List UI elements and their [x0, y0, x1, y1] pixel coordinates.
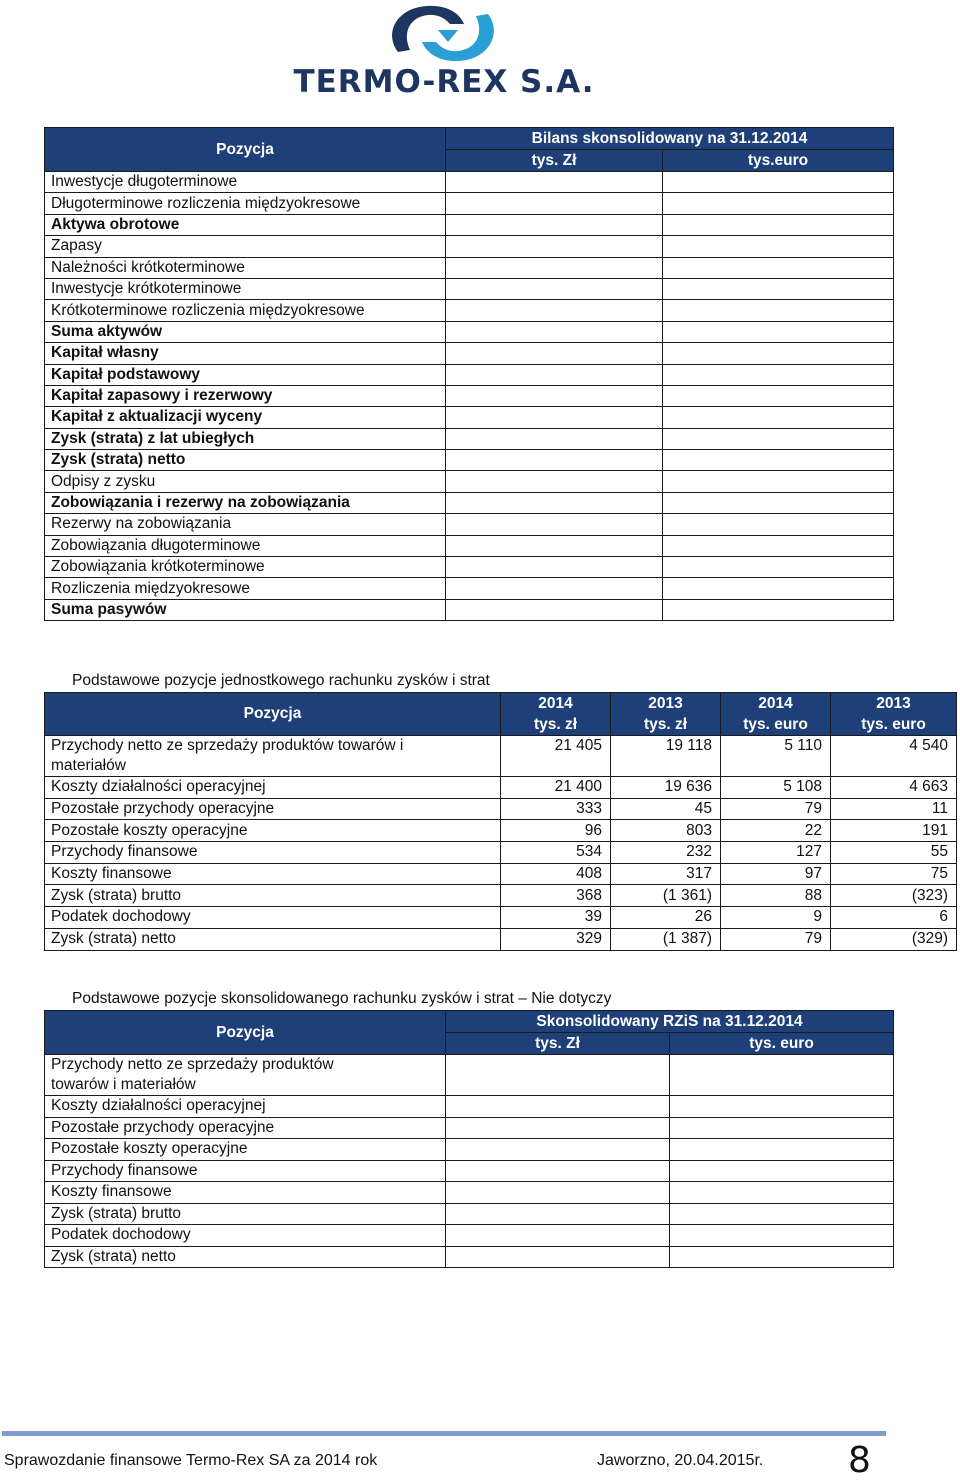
row-label: Koszty działalności operacyjnej — [45, 1096, 446, 1118]
row-label: Pozostałe koszty operacyjne — [45, 820, 501, 842]
value-cell: 22 — [721, 820, 831, 842]
row-label: Przychody netto ze sprzedaży produktów towarów i materiałów — [45, 736, 501, 777]
value-cell-eur — [670, 1203, 894, 1225]
balance-header-row-1 — [45, 128, 894, 150]
table-row — [45, 863, 957, 885]
table-row — [45, 599, 894, 620]
row-label: Kapitał własny — [45, 343, 446, 364]
row-label: Podatek dochodowy — [45, 907, 501, 929]
balance-unit-eur: tys.euro — [663, 150, 894, 172]
table-row — [45, 514, 894, 535]
value-cell-eur — [670, 1096, 894, 1118]
page-number: 8 — [848, 1440, 871, 1481]
row-label: Pozostałe przychody operacyjne — [45, 1117, 446, 1139]
value-cell-eur — [663, 514, 894, 535]
logo-text: TERMO-REX S.A. — [293, 64, 595, 100]
footer-report-title: Sprawozdanie finansowe Termo-Rex SA za 2014 rok — [4, 1452, 378, 1469]
balance-col-pozycja: Pozycja — [45, 128, 446, 172]
row-label: Zapasy — [45, 236, 446, 257]
row-label: Kapitał z aktualizacji wyceny — [45, 407, 446, 428]
consolidated-unit-pln: tys. Zł — [446, 1033, 670, 1055]
value-cell-pln — [446, 535, 663, 556]
value-cell-eur — [663, 300, 894, 321]
value-cell: (1 361) — [611, 885, 721, 907]
value-cell-pln — [446, 1225, 670, 1247]
value-cell: 368 — [501, 885, 611, 907]
value-cell-eur — [663, 321, 894, 342]
row-label: Należności krótkoterminowe — [45, 257, 446, 278]
row-label: Długoterminowe rozliczenia międzyokresowe — [45, 193, 446, 214]
value-cell-pln — [446, 492, 663, 513]
value-cell: 21 405 — [501, 736, 611, 777]
value-cell-pln — [446, 407, 663, 428]
table-row — [45, 385, 894, 406]
value-cell: 75 — [831, 863, 957, 885]
table-row — [45, 257, 894, 278]
value-cell: 232 — [611, 842, 721, 864]
value-cell: 88 — [721, 885, 831, 907]
value-cell: 5 108 — [721, 777, 831, 799]
table-row — [45, 1117, 894, 1139]
value-cell: 96 — [501, 820, 611, 842]
row-label: Suma pasywów — [45, 599, 446, 620]
table-row — [45, 450, 894, 471]
value-cell-pln — [446, 172, 663, 193]
value-cell: 9 — [721, 907, 831, 929]
table-row — [45, 842, 957, 864]
table-row — [45, 428, 894, 449]
value-cell: 317 — [611, 863, 721, 885]
value-cell-pln — [446, 343, 663, 364]
value-cell-pln — [446, 428, 663, 449]
table-row — [45, 1055, 894, 1096]
value-cell-eur — [663, 172, 894, 193]
table-row — [45, 1225, 894, 1247]
consolidated-header-row-1 — [45, 1011, 894, 1033]
value-cell: 26 — [611, 907, 721, 929]
value-cell-eur — [663, 214, 894, 235]
value-cell-pln — [446, 300, 663, 321]
value-cell-eur — [670, 1225, 894, 1247]
standalone-col-year: 2013 — [831, 693, 957, 715]
value-cell: 4 540 — [831, 736, 957, 777]
table-row — [45, 1203, 894, 1225]
row-label: Pozostałe koszty operacyjne — [45, 1139, 446, 1161]
standalone-col-year: 2013 — [611, 693, 721, 715]
value-cell: 4 663 — [831, 777, 957, 799]
value-cell-eur — [663, 557, 894, 578]
row-label: Inwestycje krótkoterminowe — [45, 278, 446, 299]
footer-divider — [2, 1431, 886, 1436]
value-cell-pln — [446, 471, 663, 492]
value-cell-pln — [446, 364, 663, 385]
row-label: Zysk (strata) brutto — [45, 885, 501, 907]
row-label: Zobowiązania długoterminowe — [45, 535, 446, 556]
value-cell-pln — [446, 1055, 670, 1096]
table-row — [45, 236, 894, 257]
value-cell-eur — [663, 407, 894, 428]
company-logo — [288, 2, 600, 102]
consolidated-pl-table — [44, 1010, 894, 1268]
value-cell: 79 — [721, 928, 831, 950]
value-cell-eur — [663, 535, 894, 556]
value-cell-eur — [670, 1139, 894, 1161]
value-cell-eur — [663, 343, 894, 364]
table-row — [45, 1096, 894, 1118]
value-cell: 803 — [611, 820, 721, 842]
row-label: Kapitał podstawowy — [45, 364, 446, 385]
consolidated-col-pozycja: Pozycja — [45, 1011, 446, 1055]
standalone-title: Podstawowe pozycje jednostkowego rachunku zysków i strat — [72, 672, 490, 689]
value-cell: 55 — [831, 842, 957, 864]
value-cell-eur — [670, 1246, 894, 1268]
value-cell-pln — [446, 257, 663, 278]
value-cell-pln — [446, 1160, 670, 1182]
row-label: Rezerwy na zobowiązania — [45, 514, 446, 535]
standalone-col-unit: tys. zł — [501, 714, 611, 736]
row-label: Zobowiązania i rezerwy na zobowiązania — [45, 492, 446, 513]
table-row — [45, 535, 894, 556]
value-cell: 191 — [831, 820, 957, 842]
table-row — [45, 1182, 894, 1204]
value-cell-pln — [446, 1182, 670, 1204]
table-row — [45, 1160, 894, 1182]
value-cell: 39 — [501, 907, 611, 929]
row-label: Zysk (strata) z lat ubiegłych — [45, 428, 446, 449]
row-label: Koszty działalności operacyjnej — [45, 777, 501, 799]
standalone-col-unit: tys. euro — [721, 714, 831, 736]
value-cell-pln — [446, 278, 663, 299]
value-cell-eur — [670, 1117, 894, 1139]
consolidated-title: Podstawowe pozycje skonsolidowanego rachunku zysków i strat – Nie dotyczy — [72, 990, 612, 1007]
value-cell: 127 — [721, 842, 831, 864]
table-row — [45, 278, 894, 299]
row-label: Zysk (strata) brutto — [45, 1203, 446, 1225]
table-row — [45, 492, 894, 513]
standalone-col-year: 2014 — [501, 693, 611, 715]
value-cell-eur — [663, 257, 894, 278]
balance-sheet-table — [44, 127, 894, 621]
value-cell-eur — [670, 1055, 894, 1096]
consolidated-header: Skonsolidowany RZiS na 31.12.2014 — [446, 1011, 894, 1033]
row-label: Przychody netto ze sprzedaży produktów towarów i materiałów — [45, 1055, 446, 1096]
value-cell: 79 — [721, 798, 831, 820]
value-cell-pln — [446, 1096, 670, 1118]
table-row — [45, 557, 894, 578]
value-cell: 534 — [501, 842, 611, 864]
table-row — [45, 172, 894, 193]
balance-unit-pln: tys. Zł — [446, 150, 663, 172]
standalone-col-unit: tys. euro — [831, 714, 957, 736]
logo-swirl-icon — [288, 2, 600, 66]
row-label: Aktywa obrotowe — [45, 214, 446, 235]
standalone-pl-table — [44, 692, 957, 951]
value-cell-pln — [446, 1139, 670, 1161]
standalone-col-pozycja: Pozycja — [45, 693, 501, 736]
value-cell-pln — [446, 1203, 670, 1225]
row-label: Przychody finansowe — [45, 842, 501, 864]
table-row — [45, 300, 894, 321]
value-cell: (323) — [831, 885, 957, 907]
value-cell-pln — [446, 514, 663, 535]
value-cell: 5 110 — [721, 736, 831, 777]
value-cell: 19 636 — [611, 777, 721, 799]
row-label: Zobowiązania krótkoterminowe — [45, 557, 446, 578]
value-cell-eur — [663, 492, 894, 513]
table-row — [45, 777, 957, 799]
consolidated-unit-eur: tys. euro — [670, 1033, 894, 1055]
value-cell-eur — [663, 385, 894, 406]
table-row — [45, 343, 894, 364]
value-cell-pln — [446, 321, 663, 342]
row-label: Odpisy z zysku — [45, 471, 446, 492]
value-cell-pln — [446, 1117, 670, 1139]
value-cell: 19 118 — [611, 736, 721, 777]
table-row — [45, 193, 894, 214]
value-cell-eur — [663, 364, 894, 385]
table-row — [45, 798, 957, 820]
value-cell-pln — [446, 578, 663, 599]
row-label: Podatek dochodowy — [45, 1225, 446, 1247]
value-cell-eur — [663, 428, 894, 449]
value-cell-eur — [670, 1160, 894, 1182]
row-label: Koszty finansowe — [45, 863, 501, 885]
value-cell-eur — [663, 236, 894, 257]
table-row — [45, 1246, 894, 1268]
table-row — [45, 820, 957, 842]
value-cell: 21 400 — [501, 777, 611, 799]
value-cell-pln — [446, 450, 663, 471]
value-cell-pln — [446, 1246, 670, 1268]
table-row — [45, 736, 957, 777]
value-cell-pln — [446, 557, 663, 578]
value-cell-eur — [663, 278, 894, 299]
value-cell-pln — [446, 599, 663, 620]
value-cell: (1 387) — [611, 928, 721, 950]
footer-place-date: Jaworzno, 20.04.2015r. — [597, 1452, 764, 1469]
value-cell: 329 — [501, 928, 611, 950]
standalone-header-row-1 — [45, 693, 957, 715]
row-label: Inwestycje długoterminowe — [45, 172, 446, 193]
value-cell: 333 — [501, 798, 611, 820]
table-row — [45, 214, 894, 235]
value-cell-eur — [663, 471, 894, 492]
value-cell: 408 — [501, 863, 611, 885]
value-cell-eur — [663, 599, 894, 620]
standalone-col-unit: tys. zł — [611, 714, 721, 736]
table-row — [45, 321, 894, 342]
row-label: Zysk (strata) netto — [45, 450, 446, 471]
table-row — [45, 578, 894, 599]
value-cell-pln — [446, 193, 663, 214]
row-label: Krótkoterminowe rozliczenia międzyokresowe — [45, 300, 446, 321]
value-cell-eur — [663, 193, 894, 214]
row-label: Rozliczenia międzyokresowe — [45, 578, 446, 599]
row-label: Przychody finansowe — [45, 1160, 446, 1182]
table-row — [45, 364, 894, 385]
table-row — [45, 928, 957, 950]
row-label: Zysk (strata) netto — [45, 928, 501, 950]
row-label: Koszty finansowe — [45, 1182, 446, 1204]
balance-title: Bilans skonsolidowany na 31.12.2014 — [446, 128, 894, 150]
standalone-col-year: 2014 — [721, 693, 831, 715]
row-label: Suma aktywów — [45, 321, 446, 342]
value-cell: 11 — [831, 798, 957, 820]
table-row — [45, 407, 894, 428]
value-cell: 45 — [611, 798, 721, 820]
value-cell: 6 — [831, 907, 957, 929]
value-cell: 97 — [721, 863, 831, 885]
table-row — [45, 1139, 894, 1161]
row-label: Zysk (strata) netto — [45, 1246, 446, 1268]
value-cell-eur — [663, 450, 894, 471]
value-cell-eur — [670, 1182, 894, 1204]
table-row — [45, 471, 894, 492]
value-cell: (329) — [831, 928, 957, 950]
table-row — [45, 885, 957, 907]
value-cell-pln — [446, 236, 663, 257]
row-label: Kapitał zapasowy i rezerwowy — [45, 385, 446, 406]
value-cell-pln — [446, 214, 663, 235]
table-row — [45, 907, 957, 929]
value-cell-eur — [663, 578, 894, 599]
row-label: Pozostałe przychody operacyjne — [45, 798, 501, 820]
value-cell-pln — [446, 385, 663, 406]
